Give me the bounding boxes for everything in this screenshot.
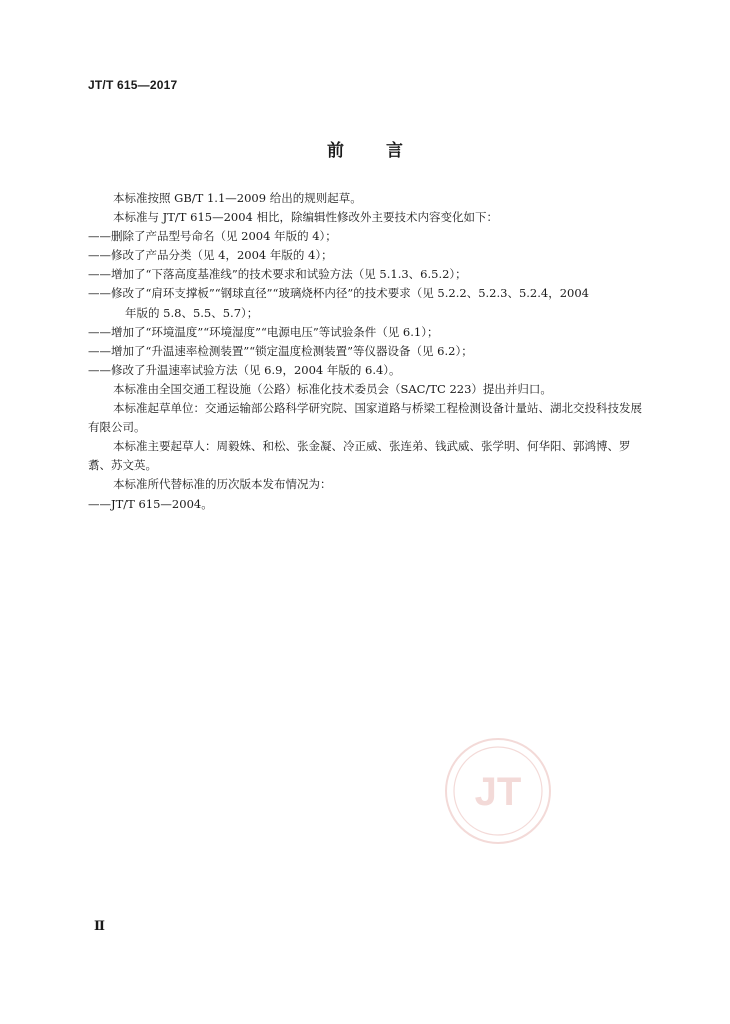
change-item-1: ——删除了产品型号命名（见 2004 年版的 4）； — [88, 229, 337, 244]
paragraph-drafting-rules: 本标准按照 GB/T 1.1—2009 给出的规则起草。 — [113, 191, 362, 205]
standard-number-header: JT/T 615—2017 — [88, 78, 178, 92]
change-item-4: ——修改了“肩环支撑板”“钢球直径”“玻璃烧杯内径”的技术要求（见 5.2.2、5.2.3、5.2.4，2004 — [88, 286, 589, 301]
page-number: Ⅱ — [94, 919, 105, 934]
history-item-1: ——JT/T 615—2004。 — [88, 496, 213, 511]
change-item-7: ——修改了升温速率试验方法（见 6.9，2004 年版的 6.4）。 — [88, 362, 401, 377]
change-item-4-continuation: 年版的 5.8、5.5、5.7）； — [125, 305, 259, 320]
paragraph-drafters: 本标准主要起草人：周毅姝、和松、张金凝、冷正威、张连弟、钱武威、张学明、何华阳、郭鸿博、罗翥、苏文英。 — [88, 439, 631, 473]
paragraph-history-intro: 本标准所代替标准的历次版本发布情况为： — [113, 477, 332, 492]
page-title: 前言 — [327, 141, 445, 161]
jt-logo-watermark — [443, 736, 553, 846]
change-item-6: ——增加了“升温速率检测装置”“锁定温度检测装置”等仪器设备（见 6.2）； — [88, 343, 473, 358]
paragraph-proposer: 本标准由全国交通工程设施（公路）标准化技术委员会（SAC/TC 223）提出并归口。 — [113, 381, 552, 396]
change-item-5: ——增加了“环境温度”“环境湿度”“电源电压”等试验条件（见 6.1）； — [88, 324, 439, 339]
paragraph-drafting-units: 本标准起草单位：交通运输部公路科学研究院、国家道路与桥梁工程检测设备计量站、湖北交投科技发展有限公司。 — [88, 401, 642, 435]
change-item-2: ——修改了产品分类（见 4，2004 年版的 4）； — [88, 248, 333, 263]
change-item-3: ——增加了“下落高度基准线”的技术要求和试验方法（见 5.1.3、6.5.2）； — [88, 267, 467, 282]
svg-text:JT: JT — [474, 770, 522, 814]
foreword-body — [88, 189, 648, 514]
paragraph-changes-intro: 本标准与 JT/T 615—2004 相比，除编辑性修改外主要技术内容变化如下： — [113, 210, 499, 225]
